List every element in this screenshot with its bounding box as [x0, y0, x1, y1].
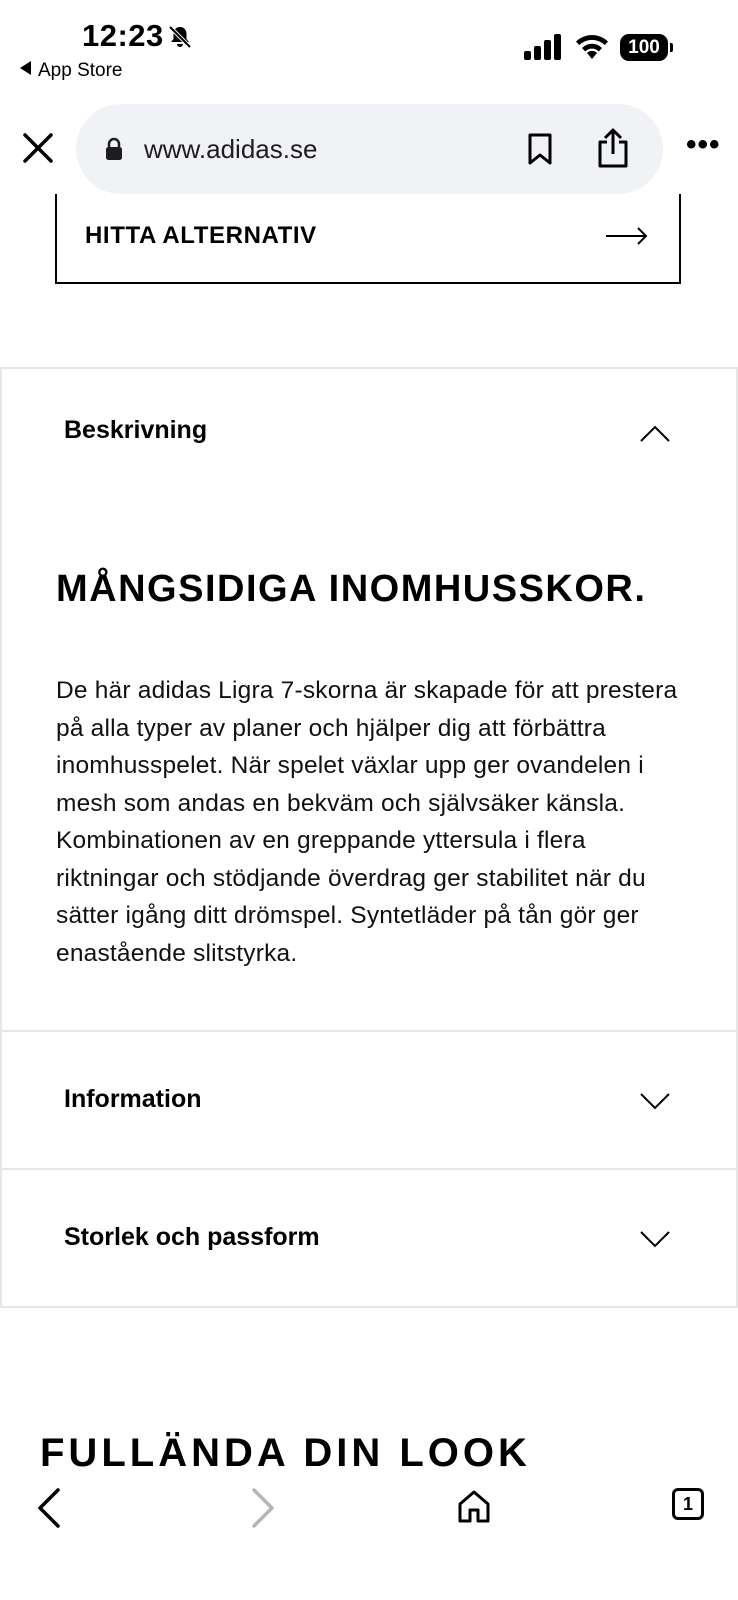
status-time: 12:23 — [82, 18, 164, 53]
close-icon[interactable] — [20, 130, 56, 166]
tabs-button[interactable]: 1 — [672, 1488, 704, 1520]
accordion-title-description[interactable]: Beskrivning — [64, 416, 208, 444]
share-icon[interactable] — [596, 128, 630, 168]
chevron-down-icon — [639, 1092, 671, 1110]
description-text: De här adidas Ligra 7-skorna är skapade för att prestera på alla typer av planer och hjälper dig att förbättra inomhusspelet. När spelet växlar upp ger ovandelen i mesh som andas en bekväm och självsäker känsla. Kombinationen av en greppande yttersula i flera riktningar och stödjande överdrag ger stabilitet när du sätter igång ditt drömspel. Syntetläder på tån gör ger enastående slitstyrka. — [56, 677, 678, 967]
chevron-down-icon — [639, 1230, 671, 1248]
chevron-up-icon[interactable] — [639, 425, 671, 443]
more-options-icon[interactable]: ••• — [686, 128, 721, 161]
bookmark-icon[interactable] — [526, 132, 554, 166]
accordion-size-fit[interactable] — [0, 1168, 738, 1308]
browser-toolbar — [0, 1470, 738, 1600]
battery-indicator: 100 — [620, 34, 668, 61]
wifi-icon — [574, 32, 610, 60]
address-bar[interactable] — [76, 104, 663, 194]
description-heading: MÅNGSIDIGA INOMHUSSKOR. — [56, 568, 647, 610]
accordion-information[interactable] — [0, 1030, 738, 1170]
complete-look-heading: FULLÄNDA DIN LOOK — [40, 1431, 531, 1470]
find-alternative-label: HITTA ALTERNATIV — [85, 222, 317, 249]
bell-muted-icon — [167, 24, 193, 50]
arrow-right-icon — [605, 224, 649, 248]
forward-arrow-icon[interactable] — [250, 1488, 276, 1528]
status-bar — [0, 0, 738, 90]
accordion-title-size-fit: Storlek och passform — [64, 1223, 320, 1251]
accordion-title-information: Information — [64, 1085, 202, 1113]
home-icon[interactable] — [456, 1488, 492, 1524]
back-triangle-icon — [20, 61, 31, 75]
back-app-label: App Store — [38, 60, 123, 81]
find-alternative-button[interactable] — [55, 194, 681, 284]
url-text[interactable]: www.adidas.se — [144, 134, 318, 164]
back-arrow-icon[interactable] — [36, 1488, 62, 1528]
lock-icon — [104, 137, 124, 161]
cellular-signal-icon — [524, 34, 562, 60]
back-to-app-link[interactable] — [20, 60, 123, 82]
